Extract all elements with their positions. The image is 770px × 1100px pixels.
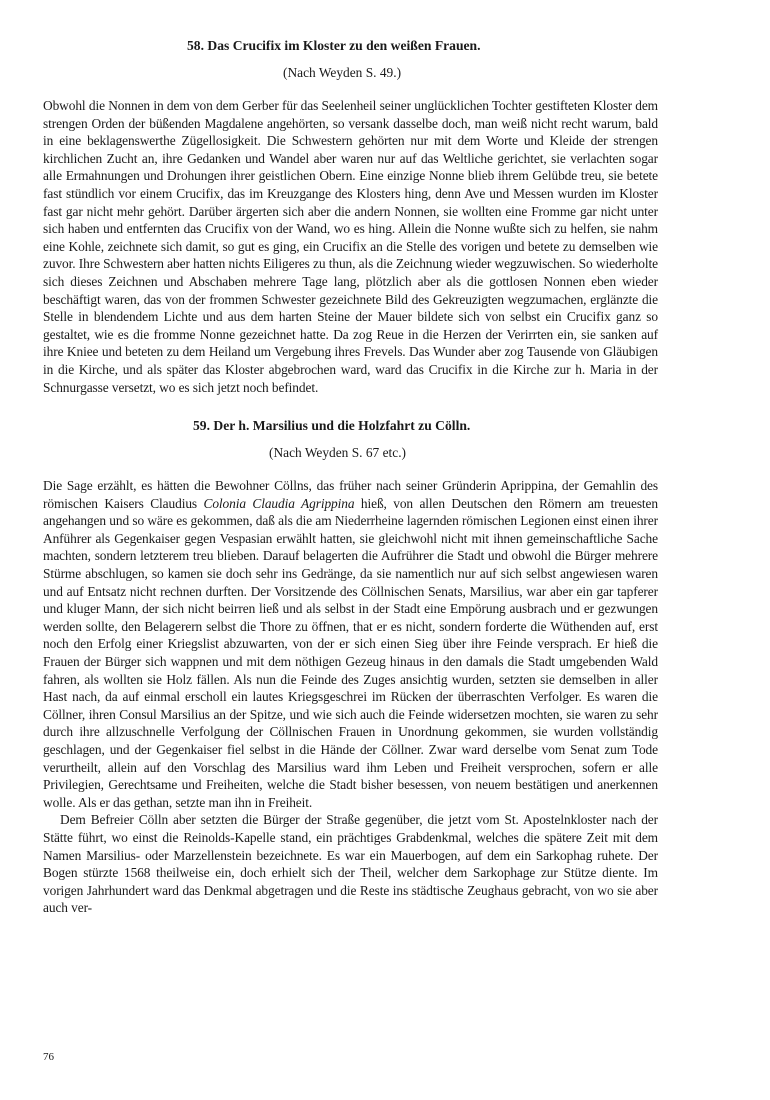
page-content bbox=[43, 36, 658, 917]
section-body-paragraph: Dem Befreier Cölln aber setzten die Bürger der Straße gegenüber, die jetzt vom St. Apostelnkloster nach der Stätte führt, wo einst die Reinolds-Kapelle stand, ein prächtiges Grabdenkmal, welches die spätere Zeit mit dem Namen Marsilius- oder Marzellenstein bezeichnete. Es war ein Mauerbogen, auf dem ein Sarkophag ruhete. Der Bogen stürzte 1568 theilweise ein, doch erhielt sich der Theil, welcher dem Sarkophage zur Stütze diente. Im vorigen Jahrhundert ward das Denkmal abgetragen und die Reste ins städtische Zeughaus gebracht, von wo sie aber auch ver- bbox=[43, 812, 658, 916]
section-body: Obwohl die Nonnen in dem von dem Gerber für das Seelenheil seiner unglücklichen Tochter gestifteten Kloster dem strengen Orden der büßenden Magdalene angehörten, so versank dasselbe doch, man weiß nicht recht warum, bald in eine beklagenswerthe Zügellosigkeit. Die Schwestern gehörten nur mit dem Worte und Kleide der strengen kirchlichen Zucht an, ihre Gedanken und Wandel aber waren nur auf das Weltliche gerichtet, sie verlachten sogar alle Ermahnungen und Drohungen ihrer geistlichen Obern. Eine einzige Nonne blieb ihrem Gelübde treu, sie betete fast stündlich vor einem Crucifix, das im Kreuzgange des Klosters hing, denn Ave und Messen wurden im Kloster fast gar nicht mehr gehört. Darüber ärgerten sich aber die andern Nonnen, sie wollten eine Fromme gar nicht unter sich haben und entfernten das Crucifix von der Wand, wo es hing. Allein die Nonne wußte sich zu helfen, sie nahm eine Kohle, zeichnete sich damit, so gut es ging, ein Crucifix an die Stelle des vorigen und betete zu demselben wie zuvor. Ihre Schwestern aber hatten nichts Eiligeres zu thun, als die Zeichnung wieder wegzuwischen. So wiederholte sich dieses Zeichnen und Abschaben mehrere Tage lang, plötzlich aber als die gottlosen Nonnen eben wieder beschäftigt waren, das von der frommen Schwester gezeichnete Bild des Gekreuzigten wegzumachen, erglänzte die Stelle in blendendem Lichte und aus dem harten Steine der Mauer bildete sich von selbst ein Crucifix ganz so gestaltet, wie es die fromme Nonne gezeichnet hatte. Da zog Reue in die Herzen der Verirrten ein, sie sanken auf ihre Kniee und beteten zu dem Heiland um Vergebung ihres Frevels. Das Wunder aber zog Tausende von Gläubigen in die Kirche, und als später das Kloster abgebrochen ward, ward das Crucifix in die Kirche zur h. Maria in der Schnurgasse versetzt, wo es sich jetzt noch befindet. bbox=[43, 98, 658, 395]
section-title: 58. Das Crucifix im Kloster zu den weißen Frauen. bbox=[187, 38, 481, 53]
section-source: (Nach Weyden S. 49.) bbox=[283, 65, 402, 80]
body-text: Die Sage erzählt, es hätten die Bewohner Cöllns, das früher nach seiner Gründerin Aprippina, der Gemahlin des römischen Kaisers Claudius bbox=[43, 478, 658, 511]
section-source: (Nach Weyden S. 67 etc.) bbox=[269, 445, 406, 461]
section-title: 59. Der h. Marsilius und die Holzfahrt zu Cölln. bbox=[193, 418, 471, 434]
page-number: 76 bbox=[43, 1051, 54, 1063]
latin-name: Colonia Claudia Agrippina bbox=[203, 495, 355, 511]
body-text: hieß, von allen Deutschen den Römern am treuesten angehangen und so wäre es gekommen, daß als die am Niederrheine lagernden römischen Legionen einst einen ihrer Anführer als Gegenkaiser gegen Vespasian erwählt hatten, sie gleichwohl nicht mit ihnen gemeinschaftliche Sache machten, sondern letzterem treu blieben. Darauf belagerten die Aufrührer die Stadt und obwohl die Bürger mehrere Stürme abschlugen, so kamen sie doch sehr ins Gedränge, da sie namentlich nur auf sich selbst angewiesen waren und auf Entsatz nicht rechnen durften. Der Vorsitzende des Cöllnischen Senats, Marsilius, war aber ein gar tapferer und kluger Mann, der sich nicht beirren ließ und als selbst in der Stadt eine Empörung ausbrach und er gezwungen werden sollte, den Belagerern selbst die Thore zu öffnen, that er es nicht, sondern forderte die Wüthenden auf, erst noch den Erfolg einer Kriegslist abzuwarten, von der er sich einen Sieg über ihre Feinde versprach. Er hieß die Frauen der Bürger sich wappnen und mit dem nöthigen Gezeug hinaus in den damals die Stadt umgebenden Wald fahren, als wollten sie Holz fällen. Als nun die Feinde des Zuges ansichtig wurden, setzten sie demselben in aller Hast nach, da auf einmal erscholl ein lautes Kriegsgeschrei im Rücken der überraschten Verfolger. Es waren die Cöllner, ihren Consul Marsilius an der Spitze, und wie sich auch die Feinde widersetzen mochten, sie waren zu sehr durch ihre allzuschnelle Verfolgung der Cöllnischen Frauen in Unordnung gekommen, sie wurden vollständig geschlagen, und der Gegenkaiser fiel selbst in die Hände der Cöllner. Zwar ward derselbe vom Senat zum Tode verurtheilt, allein auf den Vorschlag des Marsilius ward ihm Leben und Freiheit versprochen, sofern er alle Privilegien, Gerechtsame und Freiheiten, welche die Stadt bisher besessen, von neuem bestätigen und anerkennen wolle. Als er das gethan, setzte man ihn in Freiheit. bbox=[43, 495, 658, 810]
section-body-paragraph bbox=[43, 477, 658, 811]
